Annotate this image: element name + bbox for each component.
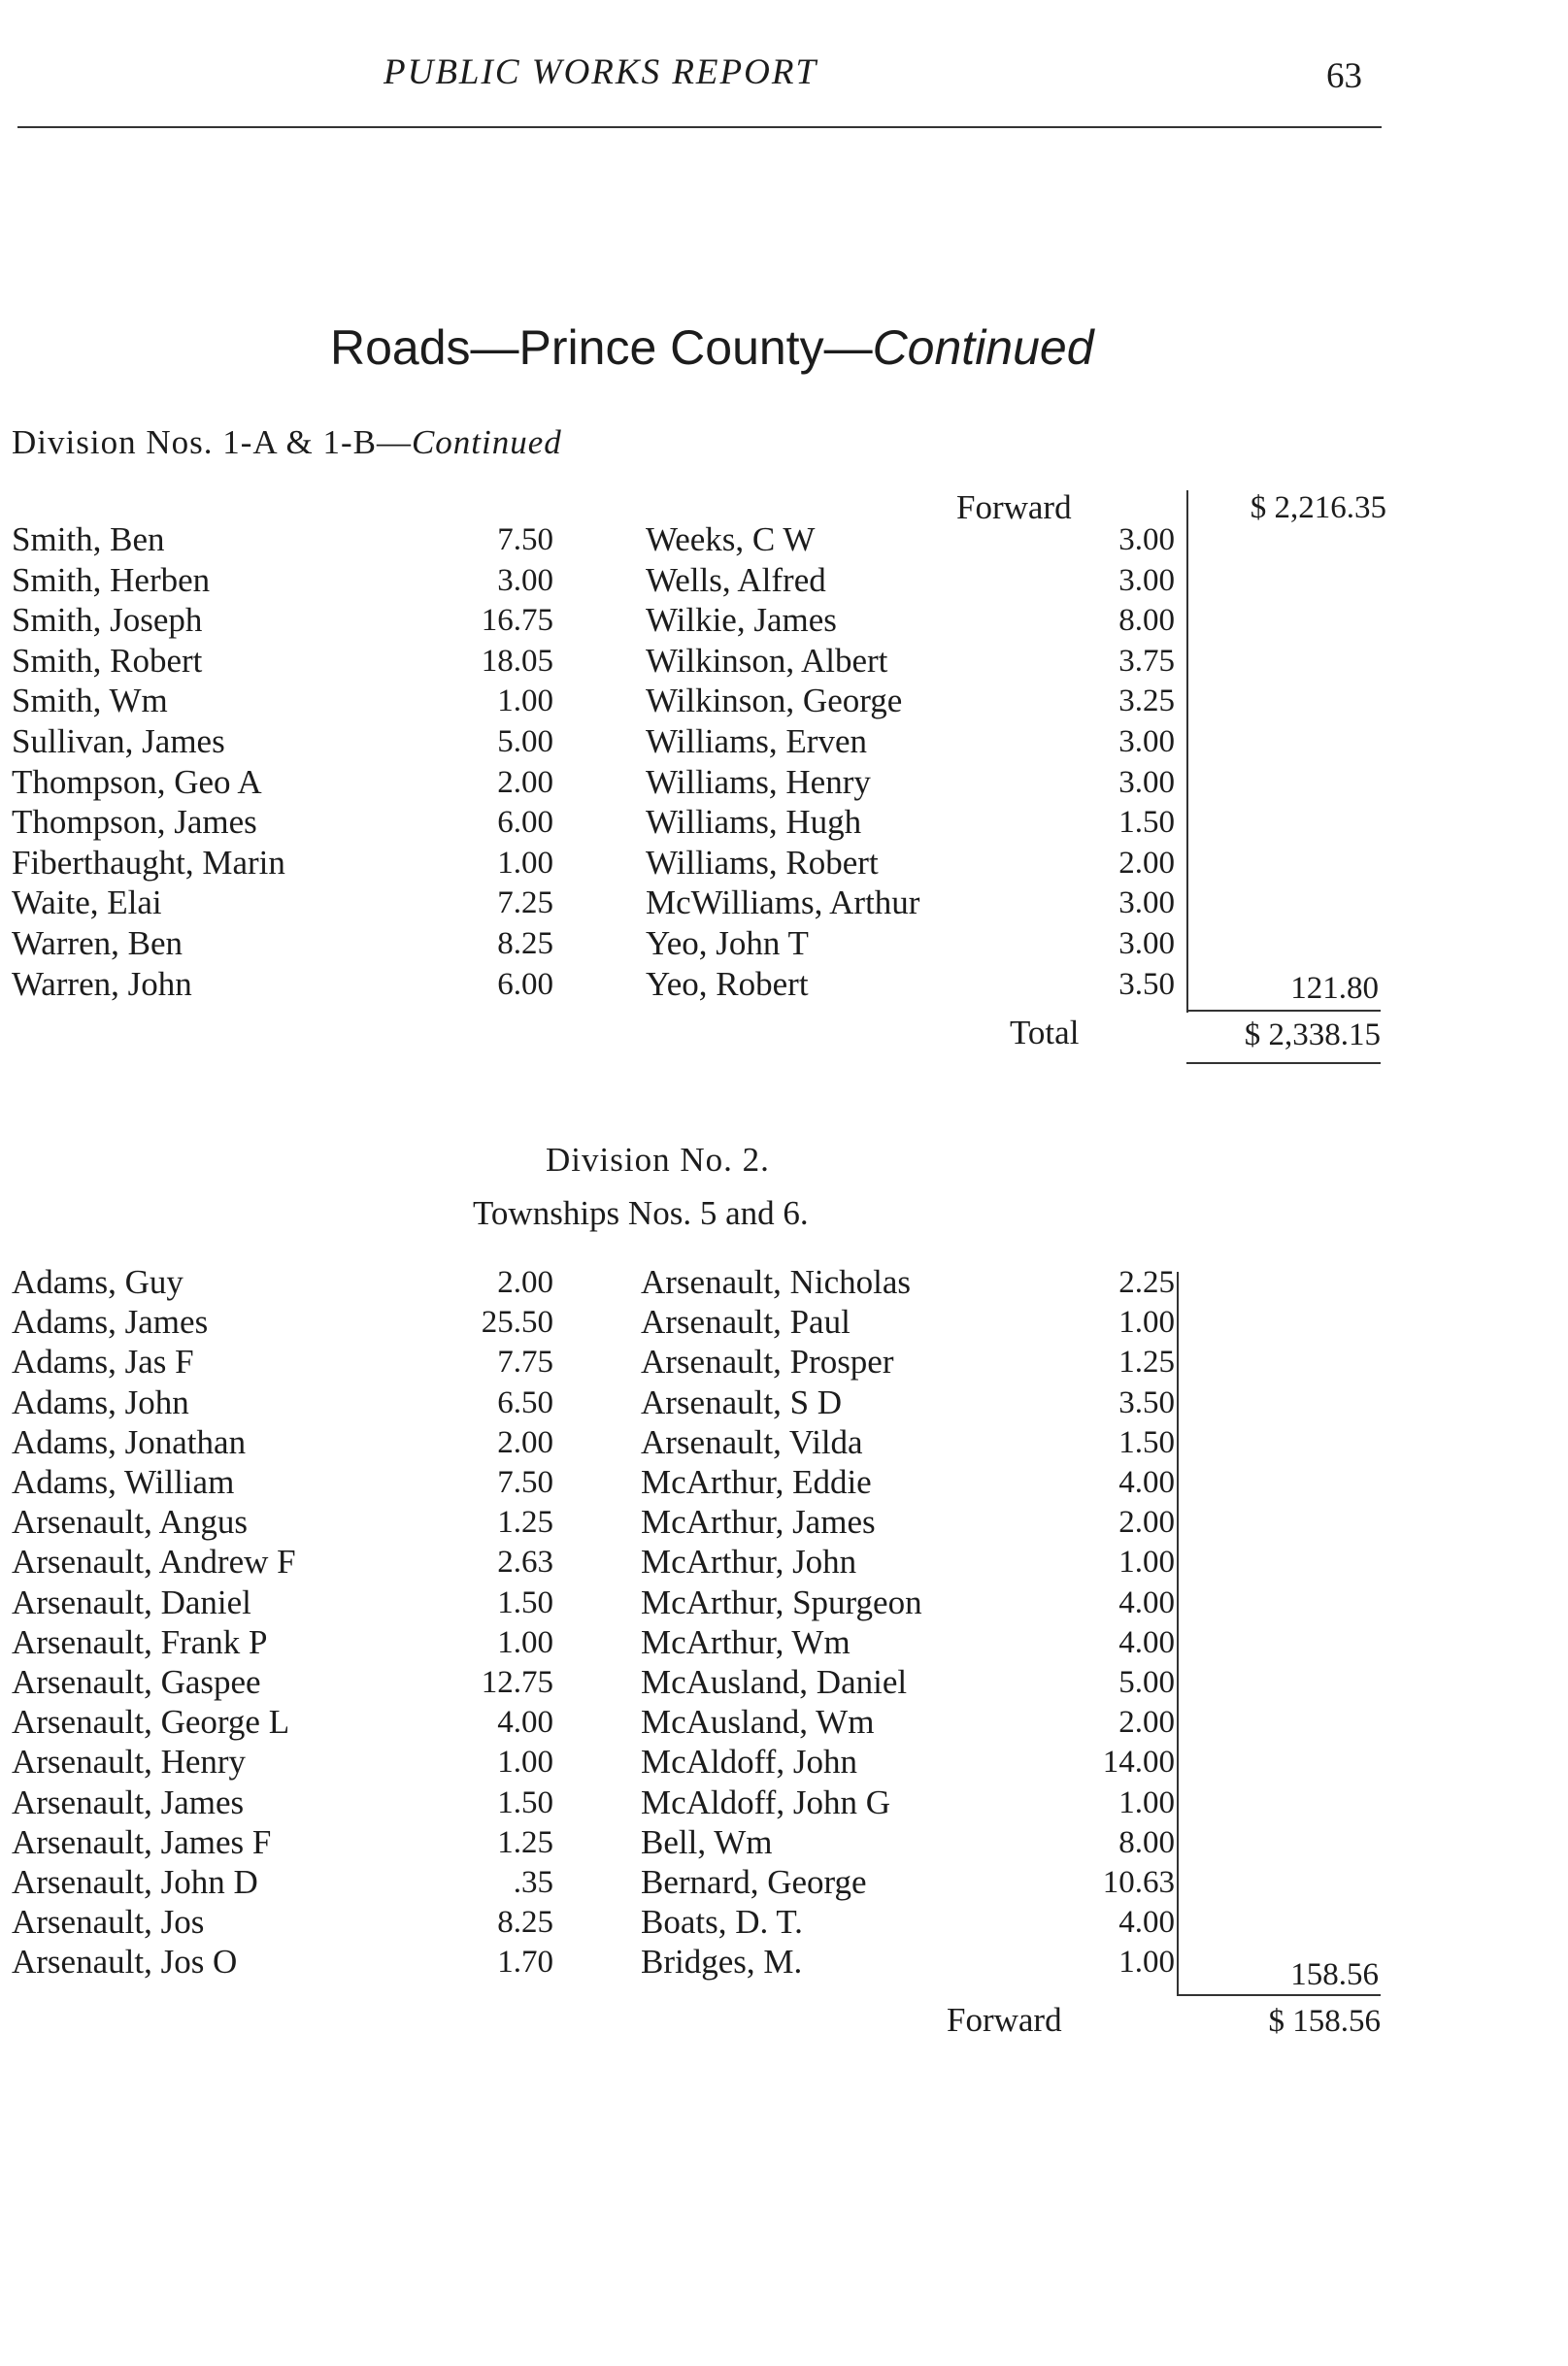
entry-name: Wilkinson, George: [646, 682, 903, 720]
page-number: 63: [1326, 56, 1362, 96]
entry-name: Thompson, James: [12, 803, 257, 842]
entry-amount: 3.00: [1118, 926, 1175, 961]
townships-subheading: Townships Nos. 5 and 6.: [473, 1194, 809, 1232]
entry-amount: 6.00: [497, 966, 553, 1002]
total-amount: $ 2,338.15: [1244, 1017, 1381, 1052]
entry-amount: 7.25: [497, 885, 553, 921]
entry-name: Adams, James: [12, 1303, 209, 1342]
entry-name: Warren, John: [12, 964, 192, 1003]
page-title: [330, 320, 1094, 375]
subtotal-rule-2: [1177, 1994, 1381, 1996]
entry-name: Arsenault, Angus: [12, 1503, 249, 1542]
entry-amount: 3.75: [1118, 643, 1175, 679]
entry-name: Adams, Jas F: [12, 1343, 194, 1382]
entry-name: Arsenault, Andrew F: [12, 1543, 296, 1582]
entry-name: Arsenault, Gaspee: [12, 1663, 261, 1701]
entry-amount: 25.50: [481, 1305, 553, 1341]
division-heading-1-text: Division Nos. 1-A & 1-B—: [12, 423, 412, 461]
entry-name: Williams, Henry: [646, 762, 871, 801]
entry-name: Arsenault, John D: [12, 1863, 258, 1901]
entry-name: Williams, Hugh: [646, 803, 862, 842]
entry-name: Wilkie, James: [646, 601, 837, 640]
entry-name: Thompson, Geo A: [12, 762, 262, 801]
entry-amount: 4.00: [1118, 1905, 1175, 1941]
entry-amount: 3.50: [1118, 1384, 1175, 1420]
entry-amount: 3.00: [1118, 562, 1175, 598]
entry-name: Arsenault, Prosper: [641, 1343, 894, 1382]
entry-amount: 6.00: [497, 805, 553, 841]
entry-amount: 7.50: [497, 1465, 553, 1500]
entry-name: Adams, Guy: [12, 1263, 183, 1301]
entry-name: Boats, D. T.: [641, 1903, 803, 1942]
entry-amount: 7.50: [497, 522, 553, 557]
division-heading-2: Division No. 2.: [546, 1141, 770, 1179]
entry-name: Fiberthaught, Marin: [12, 843, 285, 882]
entry-name: McArthur, Wm: [641, 1622, 851, 1661]
entry-amount: 2.00: [497, 1424, 553, 1460]
entry-name: Arsenault, S D: [641, 1383, 843, 1421]
entry-amount: 1.00: [1118, 1945, 1175, 1981]
entry-name: Wilkinson, Albert: [646, 641, 888, 680]
entry-amount: 3.50: [1118, 966, 1175, 1002]
entry-amount: 7.75: [497, 1345, 553, 1381]
entry-amount: 1.50: [497, 1784, 553, 1820]
running-title: PUBLIC WORKS REPORT: [384, 52, 818, 92]
subtotal-1: 121.80: [1290, 971, 1379, 1006]
entry-amount: 4.00: [1118, 1584, 1175, 1620]
entry-amount: 2.63: [497, 1545, 553, 1581]
title-continued: Continued: [872, 320, 1094, 375]
entry-amount: 1.00: [497, 683, 553, 719]
division-heading-1: [12, 425, 562, 459]
entry-name: McArthur, James: [641, 1503, 876, 1542]
entry-name: McArthur, Spurgeon: [641, 1583, 922, 1621]
entry-amount: 1.00: [1118, 1305, 1175, 1341]
entry-amount: 2.00: [1118, 1505, 1175, 1541]
entry-name: Arsenault, James: [12, 1783, 245, 1821]
entry-name: McAldoff, John: [641, 1743, 857, 1782]
entry-name: Weeks, C W: [646, 520, 816, 558]
entry-name: Bernard, George: [641, 1863, 867, 1901]
entry-amount: 1.50: [1118, 805, 1175, 841]
entry-name: McArthur, John: [641, 1543, 857, 1582]
entry-amount: 1.00: [1118, 1545, 1175, 1581]
header-rule: [17, 126, 1382, 128]
entry-name: Yeo, John T: [646, 924, 809, 962]
entry-name: Warren, Ben: [12, 924, 183, 962]
column-rule-2: [1177, 1272, 1179, 1996]
entry-name: Arsenault, Vilda: [641, 1422, 863, 1461]
entry-amount: 3.25: [1118, 683, 1175, 719]
entry-name: Williams, Erven: [646, 722, 867, 760]
entry-name: Adams, William: [12, 1463, 235, 1501]
entry-name: Arsenault, James F: [12, 1822, 272, 1861]
entry-amount: 18.05: [481, 643, 553, 679]
entry-amount: 1.00: [497, 1624, 553, 1660]
entry-amount: 3.00: [1118, 724, 1175, 759]
entry-amount: 2.00: [1118, 845, 1175, 881]
entry-name: Arsenault, Jos: [12, 1903, 205, 1942]
entry-name: Adams, John: [12, 1383, 189, 1421]
entry-amount: 8.00: [1118, 1824, 1175, 1860]
entry-amount: 2.25: [1118, 1265, 1175, 1300]
entry-name: Smith, Joseph: [12, 601, 203, 640]
entry-amount: 8.25: [497, 1905, 553, 1941]
entry-amount: 12.75: [481, 1665, 553, 1700]
entry-amount: 1.00: [1118, 1784, 1175, 1820]
entry-name: Waite, Elai: [12, 883, 162, 922]
entry-amount: 1.00: [497, 845, 553, 881]
entry-amount: 4.00: [1118, 1465, 1175, 1500]
entry-amount: 3.00: [1118, 885, 1175, 921]
column-rule-1: [1186, 490, 1188, 1013]
entry-name: Adams, Jonathan: [12, 1422, 247, 1461]
entry-name: Williams, Robert: [646, 843, 879, 882]
entry-amount: 8.25: [497, 926, 553, 961]
entry-name: Wells, Alfred: [646, 560, 826, 599]
entry-amount: 1.00: [497, 1745, 553, 1781]
total-label: Total: [1010, 1014, 1080, 1051]
entry-amount: 1.70: [497, 1945, 553, 1981]
entry-amount: 14.00: [1102, 1745, 1175, 1781]
subtotal-2: 158.56: [1290, 1957, 1379, 1992]
entry-name: Bell, Wm: [641, 1822, 773, 1861]
entry-amount: 2.00: [497, 764, 553, 800]
entry-amount: 1.25: [1118, 1345, 1175, 1381]
entry-amount: 2.00: [1118, 1705, 1175, 1741]
title-main: Roads—Prince County—: [330, 320, 873, 375]
entry-amount: 4.00: [497, 1705, 553, 1741]
entry-amount: .35: [513, 1865, 553, 1900]
entry-amount: 6.50: [497, 1384, 553, 1420]
entry-name: McArthur, Eddie: [641, 1463, 872, 1501]
entry-name: Arsenault, George L: [12, 1703, 290, 1742]
forward-amount-1: $ 2,216.35: [1250, 490, 1386, 525]
entry-name: McAusland, Daniel: [641, 1663, 908, 1701]
entry-amount: 1.25: [497, 1505, 553, 1541]
entry-amount: 1.50: [497, 1584, 553, 1620]
entry-name: Arsenault, Henry: [12, 1743, 247, 1782]
forward-amount-2: $ 158.56: [1268, 2004, 1381, 2039]
entry-name: Arsenault, Frank P: [12, 1622, 268, 1661]
entry-name: Smith, Herben: [12, 560, 211, 599]
entry-name: McAusland, Wm: [641, 1703, 875, 1742]
entry-name: McWilliams, Arthur: [646, 883, 920, 922]
entry-name: Smith, Wm: [12, 682, 168, 720]
entry-amount: 3.00: [497, 562, 553, 598]
entry-amount: 5.00: [497, 724, 553, 759]
entry-amount: 8.00: [1118, 603, 1175, 639]
entry-amount: 5.00: [1118, 1665, 1175, 1700]
entry-amount: 4.00: [1118, 1624, 1175, 1660]
entry-amount: 3.00: [1118, 522, 1175, 557]
forward-label-2: Forward: [947, 2001, 1062, 2039]
entry-name: Smith, Ben: [12, 520, 165, 558]
entry-amount: 16.75: [481, 603, 553, 639]
entry-amount: 2.00: [497, 1265, 553, 1300]
entry-amount: 1.25: [497, 1824, 553, 1860]
entry-amount: 3.00: [1118, 764, 1175, 800]
entry-name: Bridges, M.: [641, 1943, 803, 1982]
subtotal-rule-1: [1186, 1010, 1381, 1012]
entry-name: Arsenault, Paul: [641, 1303, 851, 1342]
entry-name: Smith, Robert: [12, 641, 203, 680]
entry-name: McAldoff, John G: [641, 1783, 890, 1821]
entry-name: Arsenault, Nicholas: [641, 1263, 911, 1301]
entry-name: Arsenault, Daniel: [12, 1583, 251, 1621]
entry-name: Yeo, Robert: [646, 964, 809, 1003]
total-rule: [1186, 1062, 1381, 1064]
division-heading-1-continued: Continued: [411, 423, 562, 461]
entry-name: Arsenault, Jos O: [12, 1943, 238, 1982]
entry-amount: 10.63: [1102, 1865, 1175, 1900]
entry-name: Sullivan, James: [12, 722, 225, 760]
forward-label-1: Forward: [956, 488, 1072, 526]
entry-amount: 1.50: [1118, 1424, 1175, 1460]
